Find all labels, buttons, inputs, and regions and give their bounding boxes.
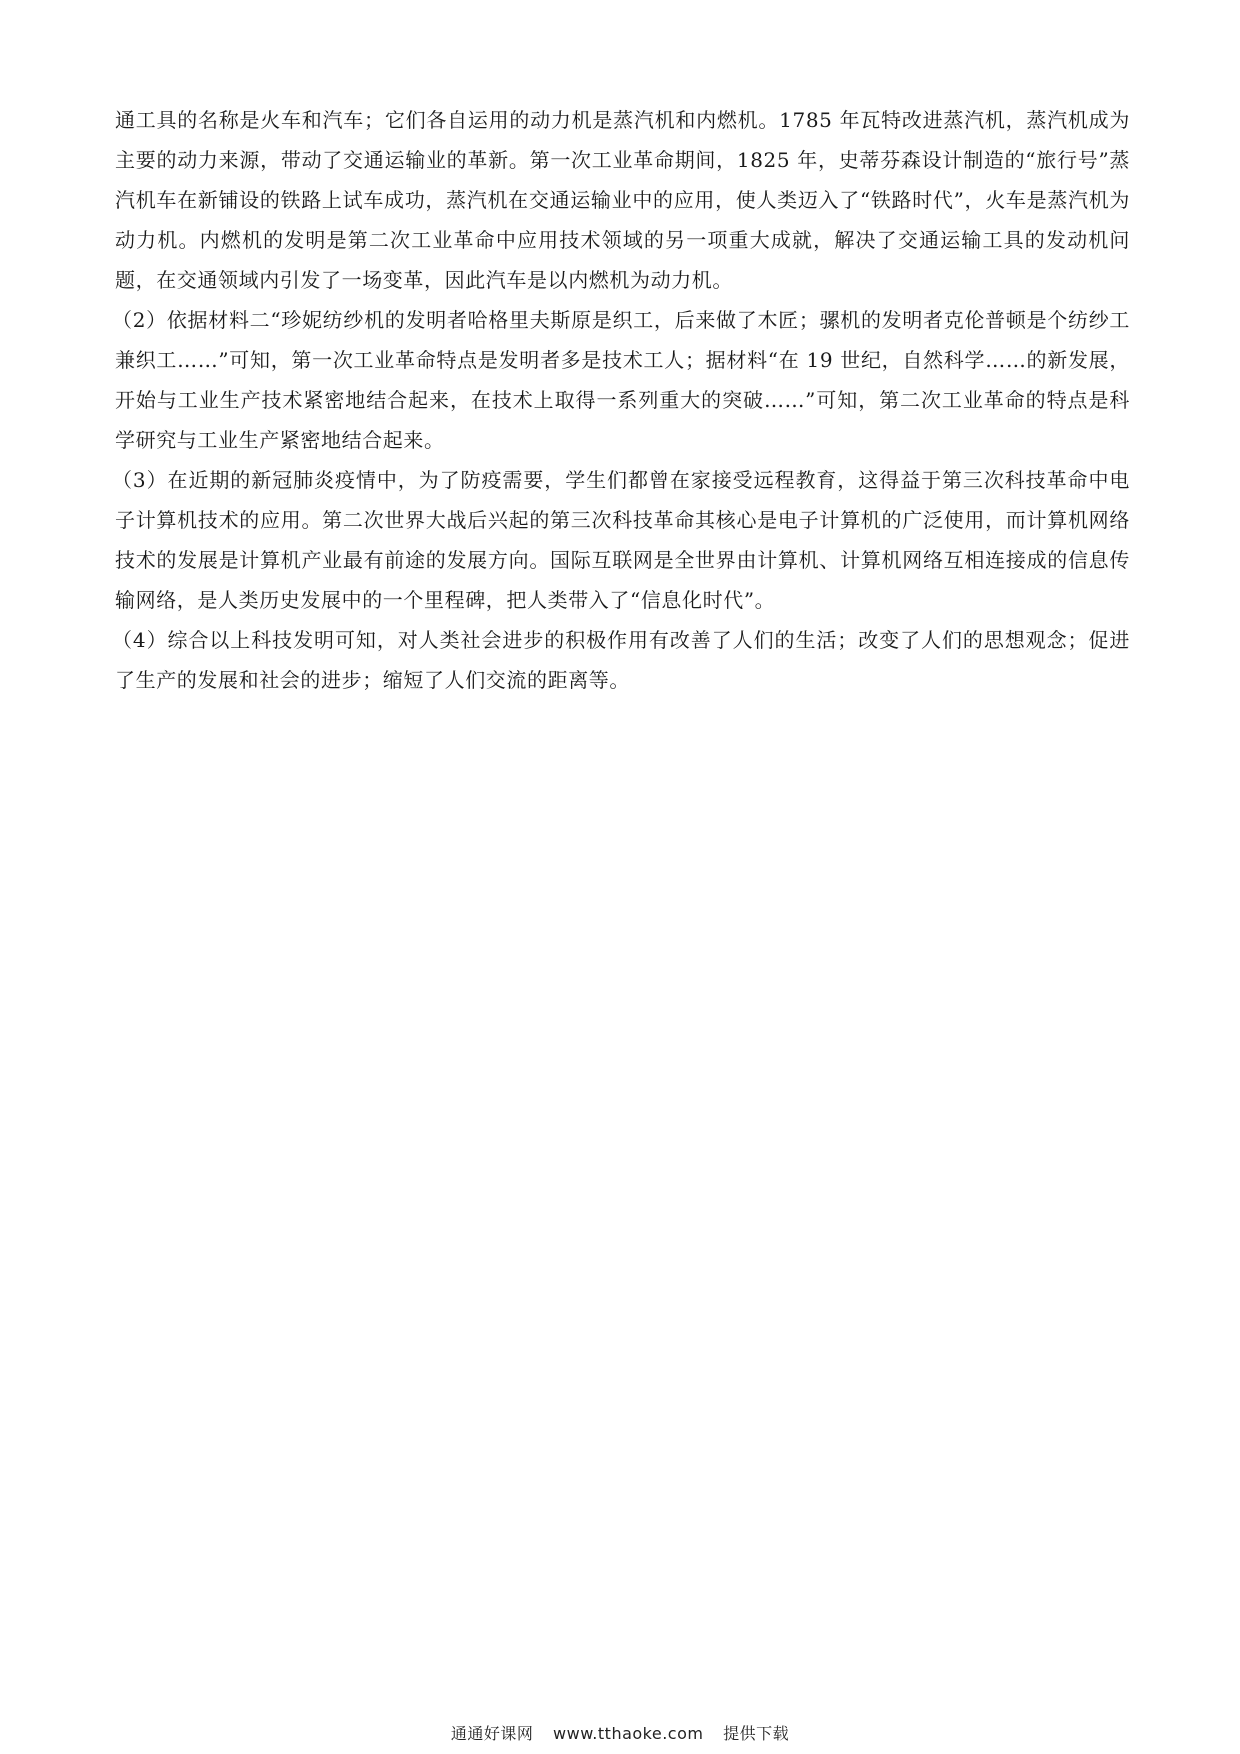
footer-note: 提供下载 [723, 1724, 790, 1743]
paragraph-answer-4: （4）综合以上科技发明可知，对人类社会进步的积极作用有改善了人们的生活；改变了人们的思想观念；促进了生产的发展和社会的进步；缩短了人们交流的距离等。 [112, 628, 1130, 692]
paragraph-answer-2: （2）依据材料二“珍妮纺纱机的发明者哈格里夫斯原是织工，后来做了木匠；骡机的发明者克伦普顿是个纺纱工兼织工……”可知，第一次工业革命特点是发明者多是技术工人；据材料“在 19 世纪，自然科学……的新发展，开始与工业生产技术紧密地结合起来，在技术上取得一系列重大的突破……”可知，第二次工业革命的特点是科学研究与工业生产紧密地结合起来。 [112, 308, 1130, 452]
paragraph-answer-3: （3）在近期的新冠肺炎疫情中，为了防疫需要，学生们都曾在家接受远程教育，这得益于第三次科技革命中电子计算机技术的应用。第二次世界大战后兴起的第三次科技革命其核心是电子计算机的广泛使用，而计算机网络技术的发展是计算机产业最有前途的发展方向。国际互联网是全世界由计算机、计算机网络互相连接成的信息传输网络，是人类历史发展中的一个里程碑，把人类带入了“信息化时代”。 [112, 468, 1130, 612]
answer-body [112, 100, 1130, 700]
paragraph-answer-1-continued: 通工具的名称是火车和汽车；它们各自运用的动力机是蒸汽机和内燃机。1785 年瓦特改进蒸汽机，蒸汽机成为主要的动力来源，带动了交通运输业的革新。第一次工业革命期间，1825 年，史蒂芬森设计制造的“旅行号”蒸汽机车在新铺设的铁路上试车成功，蒸汽机在交通运输业中的应用，使人类迈入了“铁路时代”，火车是蒸汽机为动力机。内燃机的发明是第二次工业革命中应用技术领域的另一项重大成就，解决了交通运输工具的发动机问题，在交通领域内引发了一场变革，因此汽车是以内燃机为动力机。 [115, 108, 1130, 292]
footer-site-url[interactable]: www.tthaoke.com [553, 1724, 704, 1743]
footer-site-name: 通通好课网 [450, 1724, 534, 1743]
page-footer [0, 1724, 1240, 1744]
